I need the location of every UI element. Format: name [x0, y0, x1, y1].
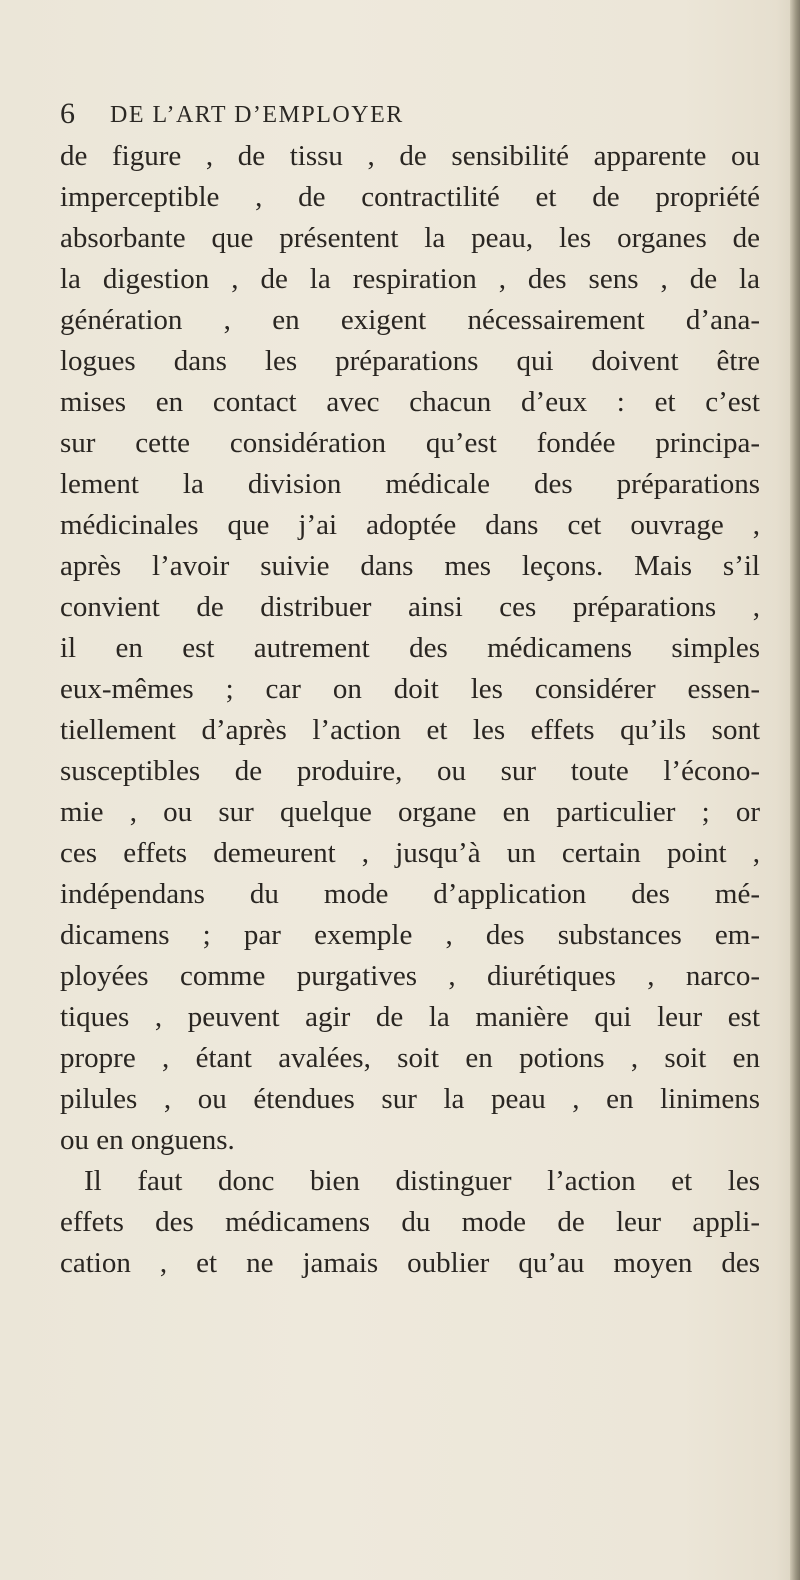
text-line: dicamens ; par exemple , des substances em- — [60, 919, 760, 951]
text-line: ployées comme purgatives , diurétiques , narco- — [60, 960, 760, 992]
page-edge-shadow — [790, 0, 800, 1580]
page-number: 6 — [60, 97, 75, 130]
text-line: absorbante que présentent la peau, les organes de — [60, 222, 760, 254]
text-line: lement la division médicale des préparations — [60, 468, 760, 500]
text-line: pilules , ou étendues sur la peau , en linimens — [60, 1083, 760, 1115]
text-line: mises en contact avec chacun d’eux : et c’est — [60, 386, 760, 418]
text-line: ces effets demeurent , jusqu’à un certain point , — [60, 837, 760, 869]
body-text — [60, 136, 760, 1284]
text-line: imperceptible , de contractilité et de propriété — [60, 181, 760, 213]
text-line: génération , en exigent nécessairement d’ana- — [60, 304, 760, 336]
text-line: tiques , peuvent agir de la manière qui leur est — [60, 1001, 760, 1033]
text-line: eux-mêmes ; car on doit les considérer essen- — [60, 673, 760, 705]
text-line: indépendans du mode d’application des mé- — [60, 878, 760, 910]
running-head — [60, 94, 760, 134]
text-line: tiellement d’après l’action et les effets qu’ils sont — [60, 714, 760, 746]
text-line: de figure , de tissu , de sensibilité apparente ou — [60, 140, 760, 172]
text-line: susceptibles de produire, ou sur toute l’écono- — [60, 755, 760, 787]
text-line: effets des médicamens du mode de leur appli- — [60, 1206, 760, 1238]
text-line: logues dans les préparations qui doivent être — [60, 345, 760, 377]
paragraph-start-line: Il faut donc bien distinguer l’action et les — [84, 1165, 760, 1197]
text-line: propre , étant avalées, soit en potions , soit en — [60, 1042, 760, 1074]
paragraph-end-line: ou en onguens. — [60, 1124, 235, 1156]
text-line: mie , ou sur quelque organe en particulier ; or — [60, 796, 760, 828]
text-line: il en est autrement des médicamens simples — [60, 632, 760, 664]
text-line: sur cette considération qu’est fondée principa- — [60, 427, 760, 459]
text-line: médicinales que j’ai adoptée dans cet ouvrage , — [60, 509, 760, 541]
text-line: convient de distribuer ainsi ces préparations , — [60, 591, 760, 623]
text-line: la digestion , de la respiration , des sens , de la — [60, 263, 760, 295]
text-line: cation , et ne jamais oublier qu’au moyen des — [60, 1247, 760, 1279]
running-title: DE L’ART D’EMPLOYER — [110, 102, 404, 128]
text-line: après l’avoir suivie dans mes leçons. Mais s’il — [60, 550, 760, 582]
